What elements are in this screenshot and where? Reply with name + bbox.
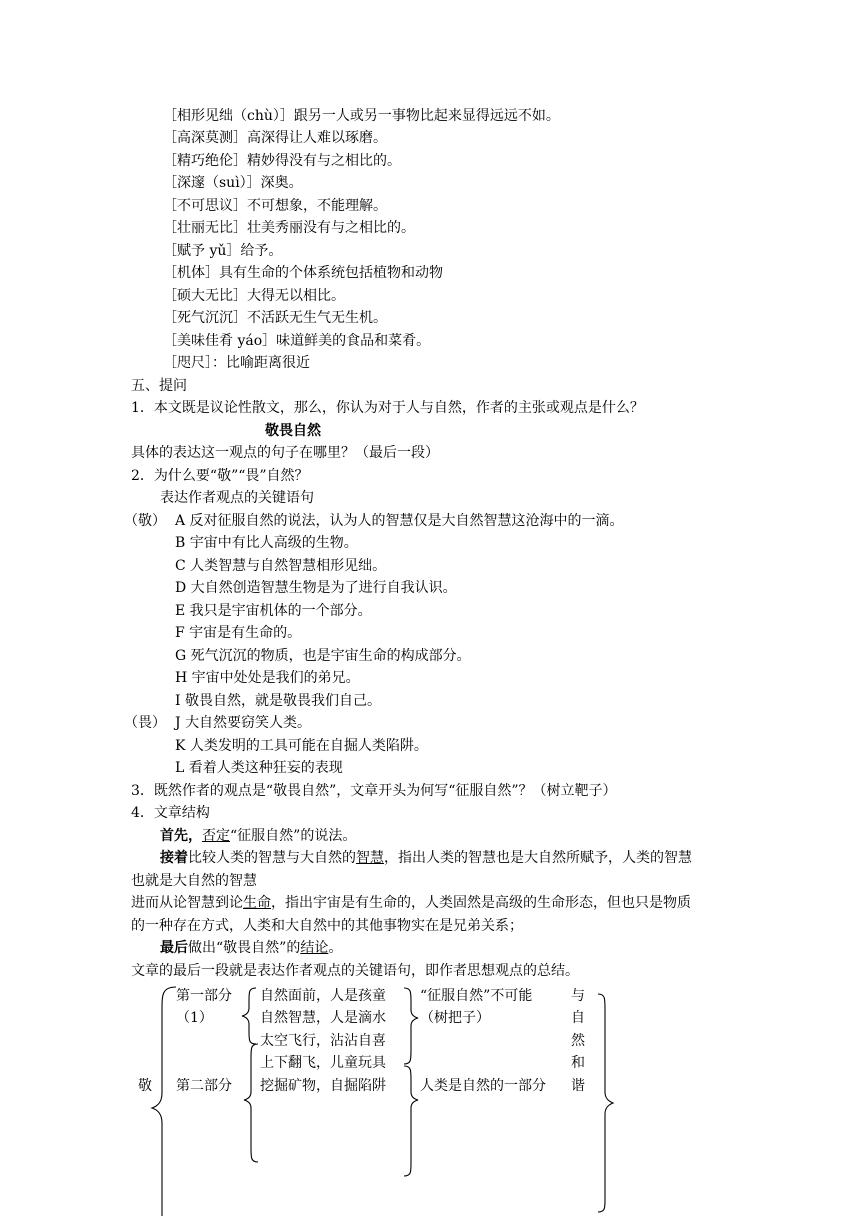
diagram-conclusion-1: “征服自然”不可能 [420,988,533,1004]
structure-next-keyword: 智慧 [356,850,384,866]
key-sentence: I 敬畏自然，就是敬畏我们自己。 [175,693,381,709]
col2-right-brace-2 [404,1066,418,1176]
diagram-point: 自然智慧，人是滴水 [260,1010,386,1026]
key-sentence: J 大自然要窃笑人类。 [175,715,312,731]
question-1-answer: 敬畏自然 [265,423,321,439]
glossary-item: ［壮丽无比］壮美秀丽没有与之相比的。 [163,220,415,236]
key-sentence: H 宇宙中处处是我们的弟兄。 [175,670,360,686]
structure-last-text: 做出“敬畏自然”的 [188,940,301,956]
key-sentence: C 人类智慧与自然智慧相形见绌。 [175,558,387,574]
section-heading: 五、提问 [131,378,187,394]
diagram-conclusion-2: 人类是自然的一部分 [420,1078,546,1094]
glossary-item: ［相形见绌（chù）］跟另一人或另一事物比起来显得远远不如。 [163,108,560,124]
glossary-item: ［机体］具有生命的个体系统包括植物和动物 [163,265,443,281]
structure-then-text-2: ，指出宇宙是有生命的，人类固然是高级的生命形态，但也只是物质 [271,895,691,911]
question-4: 4．文章结构 [131,805,210,821]
structure-next-text: 比较人类的智慧与大自然的 [188,850,356,866]
part1-brace [242,988,256,1044]
structure-summary: 文章的最后一段就是表达作者观点的关键语句，即作者思想观点的总结。 [131,963,579,979]
diagram-harmony-char: 谐 [571,1078,585,1094]
key-sentence: K 人类发明的工具可能在自掘人类陷阱。 [175,738,428,754]
question-1: 1．本文既是议论性散文，那么，你认为对于人与自然，作者的主张或观点是什么？ [131,400,644,416]
diagram-point: 挖掘矿物，自掘陷阱 [260,1078,386,1094]
wei-label: （畏） [124,715,166,731]
diagram-conclusion-1-note: （树把子） [420,1010,490,1026]
diagram-point: 上下翻飞，儿童玩具 [260,1055,386,1071]
question-1-sub: 具体的表达这一观点的句子在哪里？（最后一段） [131,445,439,461]
structure-then-cont: 的一种存在方式，人类和大自然中的其他事物实在是兄弟关系； [131,918,523,934]
key-sentence: A 反对征服自然的说法，认为人的智慧仅是大自然智慧这沧海中的一滴。 [175,513,624,529]
structure-next-lead: 接着 [160,850,188,866]
jing-label: （敬） [124,513,166,529]
diagram-harmony-char: 和 [571,1055,585,1071]
structure-then-keyword: 生命 [243,895,271,911]
key-sentences-title: 表达作者观点的关键语句 [160,490,314,506]
diagram-part1-num: （1） [176,1010,213,1026]
diagram-root: 敬 [138,1078,152,1094]
structure-last-lead: 最后 [160,940,188,956]
diagram-harmony-char: 与 [571,988,585,1004]
diagram-point: 太空飞行，沾沾自喜 [260,1033,386,1049]
key-sentence: G 死气沉沉的物质，也是宇宙生命的构成部分。 [175,648,471,664]
col4-right-brace [598,994,613,1212]
question-3: 3．既然作者的观点是“敬畏自然”，文章开头为何写“征服自然”？（树立靶子） [131,783,617,799]
glossary-item: ［硕大无比］大得无以相比。 [163,288,345,304]
structure-first-keyword: 否定 [202,828,230,844]
diagram-part1: 第一部分 [176,988,232,1004]
structure-last-keyword: 结论 [300,940,329,956]
root-brace [152,987,176,1216]
glossary-item: ［赋予 yǔ］给予。 [163,243,283,259]
glossary-item: ［不可思议］不可想象，不能理解。 [163,198,387,214]
structure-first-text: “征服自然”的说法。 [230,828,357,844]
col2-right-brace [404,988,418,1064]
key-sentence: B 宇宙中有比人高级的生物。 [175,535,358,551]
glossary-item: ［精巧绝伦］精妙得没有与之相比的。 [163,153,401,169]
question-2: 2．为什么要“敬”“畏”自然？ [131,468,309,484]
key-sentence: F 宇宙是有生命的。 [175,625,302,641]
diagram-part2: 第二部分 [176,1078,232,1094]
glossary-item: ［美味佳肴 yáo］味道鲜美的食品和菜肴。 [163,333,431,349]
glossary-item: ［深邃（suì）］深奥。 [163,175,303,191]
structure-then-text: 进而从论智慧到论 [131,895,243,911]
diagram-point: 自然面前，人是孩童 [260,988,386,1004]
structure-last-text-2: 。 [328,940,343,956]
key-sentence: D 大自然创造智慧生物是为了进行自我认识。 [175,580,457,596]
diagram-harmony-char: 然 [571,1033,585,1049]
diagram-harmony-char: 自 [571,1010,585,1026]
part2-brace [244,1044,258,1162]
structure-next-text-2: ，指出人类的智慧也是大自然所赋予，人类的智慧 [384,850,692,866]
glossary-item: ［高深莫测］高深得让人难以琢磨。 [163,130,387,146]
key-sentence: E 我只是宇宙机体的一个部分。 [175,603,372,619]
glossary-item: ［咫尺］：比喻距离很近 [163,355,310,371]
structure-first-lead: 首先， [160,828,202,844]
structure-next-cont: 也就是大自然的智慧 [131,873,257,889]
key-sentence: L 看着人类这种狂妄的表现 [175,760,343,776]
glossary-item: ［死气沉沉］不活跃无生气无生机。 [163,310,387,326]
